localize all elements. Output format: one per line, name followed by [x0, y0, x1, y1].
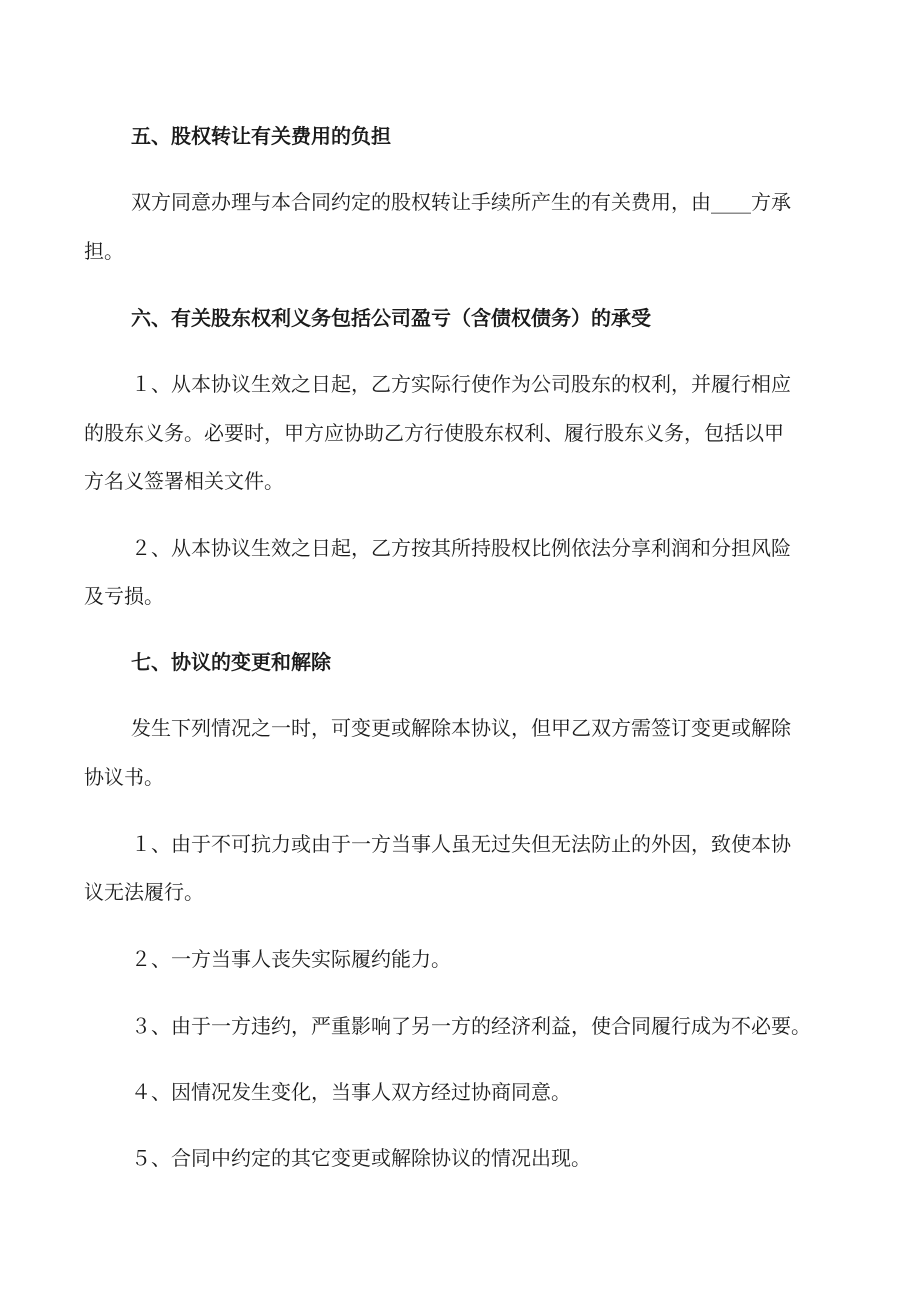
section-7-heading: 七、协议的变更和解除 — [131, 650, 331, 674]
section-5-paragraph-line-2: 担。 — [84, 239, 124, 263]
section-7-intro-line-1: 发生下列情况之一时，可变更或解除本协议，但甲乙双方需签订变更或解除 — [131, 716, 791, 740]
section-6-heading: 六、有关股东权利义务包括公司盈亏（含债权债务）的承受 — [131, 306, 651, 330]
section-6-item-2-line-2: 及亏损。 — [84, 584, 164, 608]
section-7-intro-line-2: 协议书。 — [84, 765, 164, 789]
section-7-item-1-line-1: １、由于不可抗力或由于一方当事人虽无过失但无法防止的外因，致使本协 — [131, 832, 791, 856]
section-7-item-2: ２、一方当事人丧失实际履约能力。 — [131, 947, 451, 971]
section-5-paragraph-line-1: 双方同意办理与本合同约定的股权转让手续所产生的有关费用，由____方承 — [131, 190, 791, 214]
section-6-item-1-line-3: 方名义签署相关文件。 — [84, 469, 284, 493]
section-6-item-1-line-1: １、从本协议生效之日起，乙方实际行使作为公司股东的权利，并履行相应 — [131, 372, 791, 396]
section-7-item-5: ５、合同中约定的其它变更或解除协议的情况出现。 — [131, 1146, 591, 1170]
section-7-item-4: ４、因情况发生变化，当事人双方经过协商同意。 — [131, 1080, 571, 1104]
section-6-item-2-line-1: ２、从本协议生效之日起，乙方按其所持股权比例依法分享利润和分担风险 — [131, 536, 791, 560]
section-7-item-1-line-2: 议无法履行。 — [84, 880, 204, 904]
section-5-heading: 五、股权转让有关费用的负担 — [131, 124, 391, 148]
section-6-item-1-line-2: 的股东义务。必要时，甲方应协助乙方行使股东权利、履行股东义务，包括以甲 — [84, 421, 784, 445]
section-7-item-3: ３、由于一方违约，严重影响了另一方的经济利益，使合同履行成为不必要。 — [131, 1014, 811, 1038]
